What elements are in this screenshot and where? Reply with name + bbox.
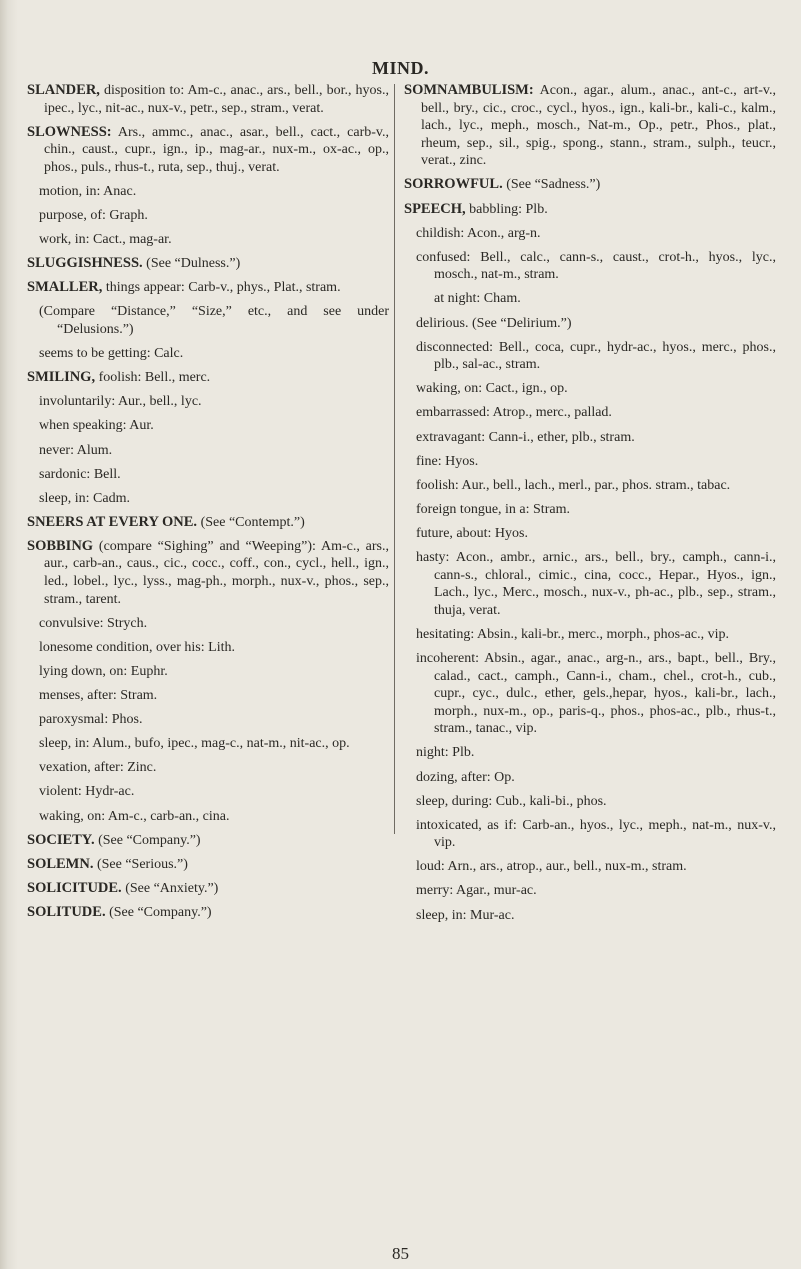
entry-text: Ars., ammc., anac., asar., bell., cact., carb-v., chin., caust., cupr., ign., ip., mag-ar., nux-m., ox-ac., op., phos., puls., rhus-t., ruta, sep., thuj., verat.	[44, 124, 389, 175]
sub-entry: lying down, on: Euphr.	[39, 663, 168, 679]
sub-entry: night: Plb.	[416, 745, 475, 761]
sub-entry: waking, on: Cact., ign., op.	[416, 381, 568, 397]
headword: SNEERS AT EVERY ONE.	[27, 513, 198, 530]
running-head: MIND.	[372, 58, 429, 78]
sub-entry: involuntarily: Aur., bell., lyc.	[39, 394, 202, 410]
headword: SOLICITUDE.	[27, 879, 122, 896]
entry-somnambulism	[404, 82, 776, 170]
sub-entry: sleep, in: Cadm.	[39, 490, 130, 506]
sub-entry: embarrassed: Atrop., merc., pallad.	[416, 405, 612, 421]
headword: SLUGGISHNESS.	[27, 255, 143, 272]
headword: SOLEMN.	[27, 855, 94, 872]
sub-entry: dozing, after: Op.	[416, 769, 515, 785]
sub-entry: fine: Hyos.	[416, 453, 479, 469]
sub-entry: delirious. (See “Delirium.”)	[416, 315, 572, 331]
entry-sluggishness	[27, 255, 389, 273]
entry-solicitude	[27, 880, 389, 898]
headword: SPEECH,	[404, 200, 466, 217]
headword: SOCIETY.	[27, 831, 95, 848]
sub-entry: incoherent: Absin., agar., anac., arg-n., ars., bapt., bell., Bry., calad., cact., camph., Cann-i., cham., chel., crot-h., cub., cupr., cyc., dulc., ether, gels.,hepar, hyos., kali-br., lach., morph., nux-m., op., paris-q., phos., phos-ac., plb., rhus-t., stram., tanac., vip.	[416, 650, 776, 737]
entry-text: things appear: Carb-v., phys., Plat., stram.	[102, 280, 341, 296]
sub-entry: foolish: Aur., bell., lach., merl., par., phos. stram., tabac.	[416, 477, 731, 493]
headword: SMILING,	[27, 369, 96, 386]
sub-entry: loud: Arn., ars., atrop., aur., bell., nux-m., stram.	[416, 859, 687, 875]
sub-entry: when speaking: Aur.	[39, 418, 154, 434]
sub-entry: seems to be getting: Calc.	[39, 346, 184, 362]
sub-entry: waking, on: Am-c., carb-an., cina.	[39, 808, 230, 824]
entry-text: (See “Serious.”)	[93, 856, 188, 872]
entry-sobbing	[27, 538, 389, 608]
headword: SLANDER,	[27, 82, 100, 98]
sub-entry: violent: Hydr-ac.	[39, 784, 135, 800]
entry-text: (See “Dulness.”)	[142, 256, 241, 272]
entry-text: (See “Anxiety.”)	[121, 880, 219, 896]
entry-smiling	[27, 369, 389, 387]
entry-sorrowful	[404, 176, 776, 194]
entry-text: babbling: Plb.	[465, 201, 548, 217]
headword: SMALLER,	[27, 279, 103, 296]
sub-entry: foreign tongue, in a: Stram.	[416, 501, 570, 517]
sub-entry: sleep, in: Alum., bufo, ipec., mag-c., nat-m., nit-ac., op.	[39, 736, 350, 752]
sub-entry: disconnected: Bell., coca, cupr., hydr-ac., hyos., merc., phos., plb., sal-ac., stram.	[416, 339, 776, 373]
sub-entry: merry: Agar., mur-ac.	[416, 883, 537, 899]
sub-entry: work, in: Cact., mag-ar.	[39, 232, 172, 248]
column-divider	[394, 84, 395, 834]
sub-sub-entry: at night: Cham.	[434, 291, 521, 307]
entry-sneers	[27, 514, 389, 532]
sub-entry: sleep, during: Cub., kali-bi., phos.	[416, 793, 607, 809]
entry-text: Acon., agar., alum., anac., ant-c., art-v., bell., bry., cic., croc., cycl., hyos., ign., kali-br., kali-c., kalm., lach., lyc., meph., mosch., Nat-m., Op., petr., Phos., plat., rheum, sep., sil., spig., spong., stann., stram., sulph., teucr., verat., zinc.	[421, 83, 776, 169]
left-column	[27, 82, 389, 928]
sub-entry: menses, after: Stram.	[39, 688, 158, 704]
sub-entry: paroxysmal: Phos.	[39, 712, 143, 728]
headword: SORROWFUL.	[404, 176, 503, 193]
entry-text: disposition to: Am-c., anac., ars., bell., bor., hyos., ipec., lyc., nit-ac., nux-v., petr., sep., stram., verat.	[44, 83, 389, 116]
entry-society	[27, 832, 389, 850]
entry-speech	[404, 201, 776, 219]
page-number: 85	[392, 1244, 409, 1263]
entry-text: (See “Sadness.”)	[502, 177, 601, 193]
sub-entry: sardonic: Bell.	[39, 466, 121, 482]
headword: SOLITUDE.	[27, 903, 106, 920]
cross-reference-note: (Compare “Distance,” “Size,” etc., and see under “Delusions.”)	[39, 304, 389, 338]
headword: SOMNAMBULISM:	[404, 82, 534, 98]
entry-smaller	[27, 279, 389, 297]
sub-entry: lonesome condition, over his: Lith.	[39, 639, 235, 655]
right-column	[404, 82, 776, 931]
sub-entry: purpose, of: Graph.	[39, 208, 148, 224]
entry-solitude	[27, 904, 389, 922]
sub-entry: childish: Acon., arg-n.	[416, 225, 541, 241]
headword: SOBBING	[27, 537, 94, 554]
sub-entry: confused: Bell., calc., cann-s., caust., crot-h., hyos., lyc., mosch., nat-m., stram.	[416, 249, 776, 283]
sub-entry: extravagant: Cann-i., ether, plb., stram.	[416, 429, 635, 445]
entry-text: (See “Company.”)	[94, 832, 201, 848]
entry-text: (compare “Sighing” and “Weeping”): Am-c., ars., aur., carb-an., caus., cic., cocc., coff., con., cycl., hell., ign., led., lobel., lyc., lyss., mag-ph., morph., nux-v., phos., sep., stram., tarent.	[44, 538, 389, 607]
sub-entry: never: Alum.	[39, 442, 113, 458]
entry-text: foolish: Bell., merc.	[95, 370, 211, 386]
entry-solemn	[27, 856, 389, 874]
entry-text: (See “Company.”)	[105, 904, 212, 920]
sub-entry: intoxicated, as if: Carb-an., hyos., lyc., meph., nat-m., nux-v., vip.	[416, 817, 776, 851]
sub-entry: motion, in: Anac.	[39, 183, 137, 199]
sub-entry: convulsive: Strych.	[39, 615, 148, 631]
sub-entry: hasty: Acon., ambr., arnic., ars., bell., bry., camph., cann-i., cann-s., chloral., cimic., cina, cocc., Hepar., Hyos., ign., Lach., lyc., Merc., mosch., nux-v., ph-ac., plb., sep., stram., thuja, verat.	[416, 549, 776, 618]
sub-entry: hesitating: Absin., kali-br., merc., morph., phos-ac., vip.	[416, 626, 730, 642]
sub-entry: vexation, after: Zinc.	[39, 760, 157, 776]
headword: SLOWNESS:	[27, 123, 112, 140]
sub-entry: sleep, in: Mur-ac.	[416, 907, 515, 923]
entry-slander	[27, 82, 389, 117]
entry-slowness	[27, 124, 389, 177]
entry-text: (See “Contempt.”)	[197, 514, 305, 530]
sub-entry: future, about: Hyos.	[416, 525, 528, 541]
